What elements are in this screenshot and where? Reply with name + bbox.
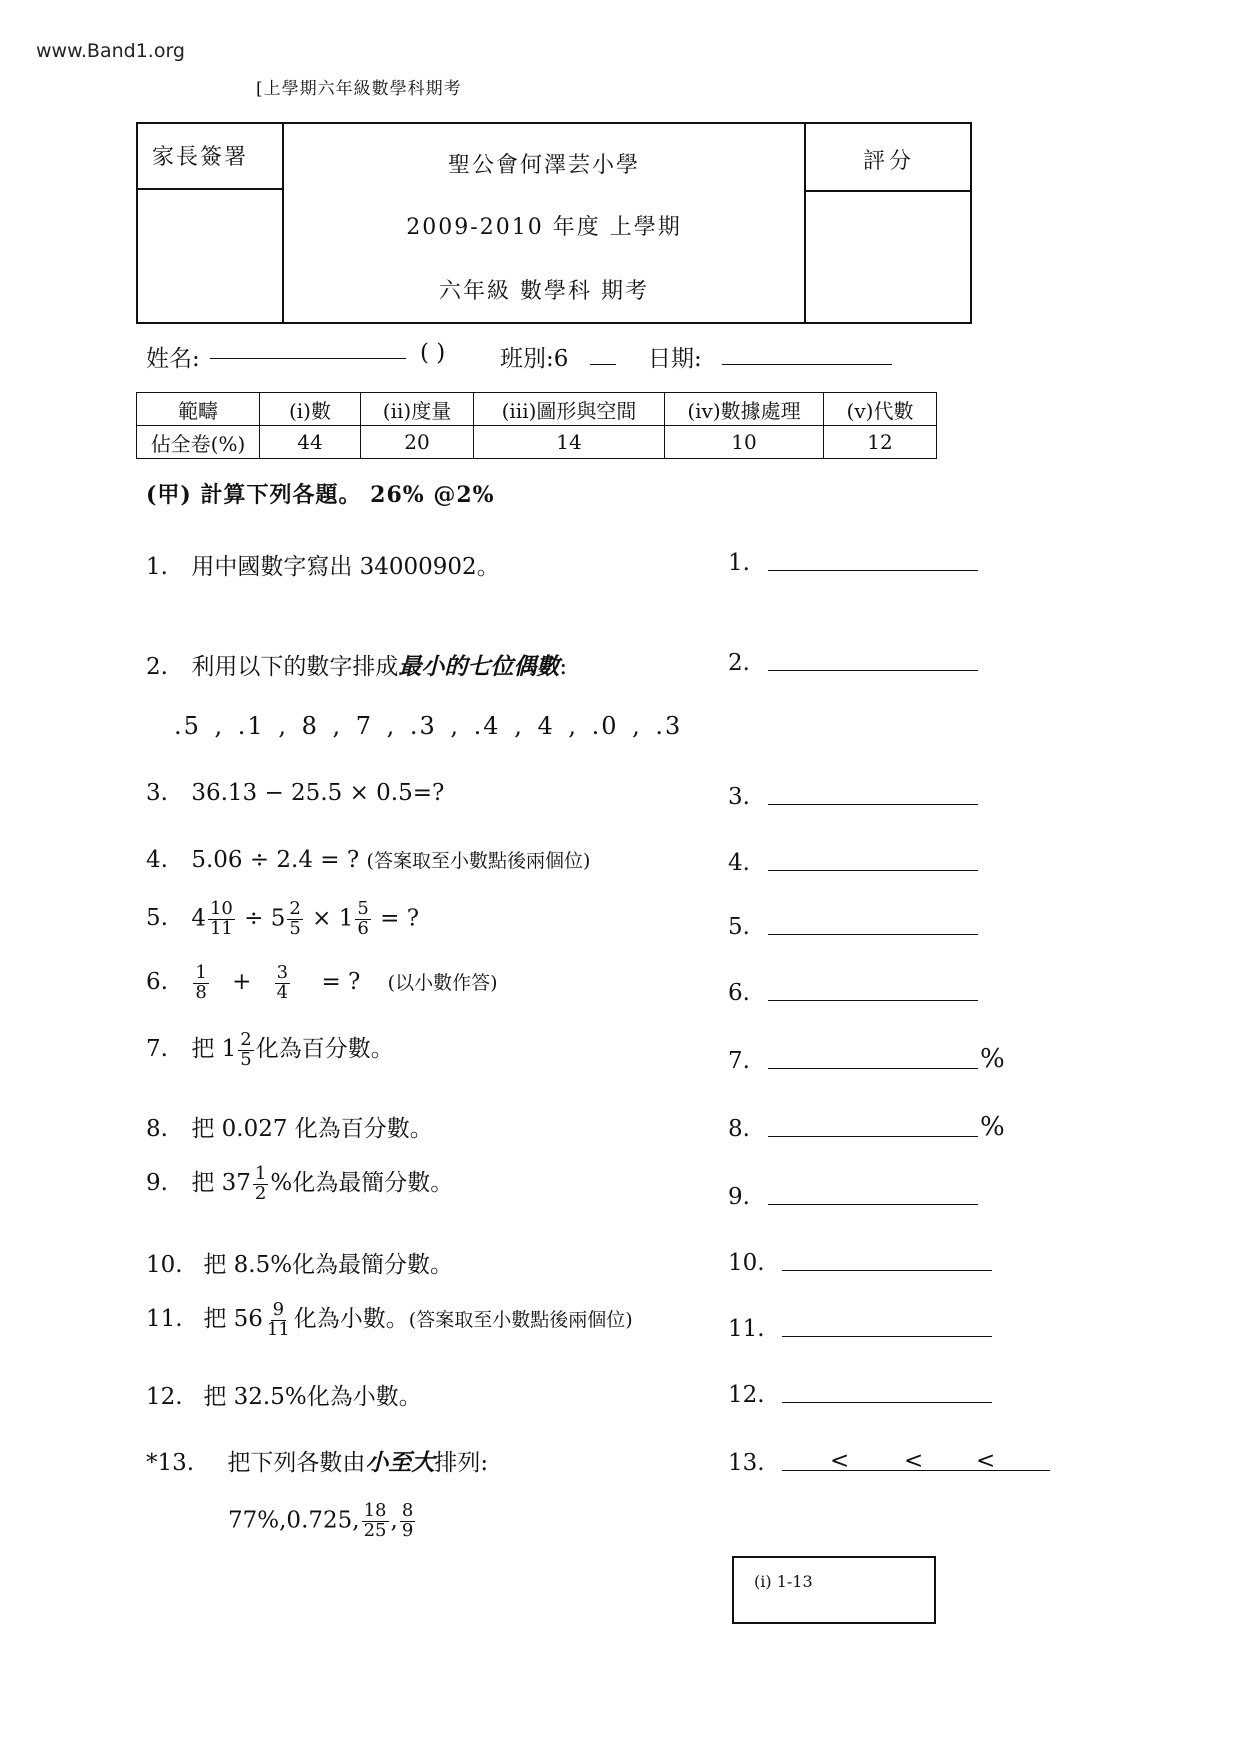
answer-4[interactable] — [728, 850, 750, 876]
percent-sign: % — [980, 1112, 1005, 1142]
divider — [138, 188, 282, 190]
divider — [806, 190, 972, 192]
question-13 — [146, 1444, 488, 1477]
marks-distribution-table — [136, 392, 937, 459]
table-header: (iv)數據處理 — [665, 393, 824, 426]
class-field[interactable] — [590, 364, 616, 365]
question-number: 10. — [146, 1252, 183, 1278]
question-8 — [146, 1110, 433, 1143]
question-note: (答案取至小數點後兩個位) — [408, 1309, 633, 1331]
digit-list: .5 , .1 , 8 , 7 , .3 , .4 , 4 , .0 , .3 — [174, 712, 683, 740]
section-heading: (甲) 計算下列各題。 26% @2% — [146, 482, 495, 508]
table-header: (ii)度量 — [361, 393, 474, 426]
answer-line[interactable] — [782, 1402, 992, 1403]
question-5 — [146, 900, 419, 939]
score-box-label: (i) 1-13 — [754, 1572, 813, 1591]
question-number: 12. — [146, 1384, 183, 1410]
fraction: $\frac{9}{11}$ — [266, 1298, 290, 1340]
order-list — [228, 1502, 417, 1541]
operator: ÷ 5 — [244, 905, 286, 932]
question-number: 2. — [146, 654, 168, 680]
question-number: 1. — [146, 554, 168, 580]
class-label: 班別:6 — [500, 346, 569, 372]
question-emphasis: 小至大 — [365, 1449, 435, 1476]
fraction: $\frac{18}{25}$ — [363, 1500, 387, 1541]
question-text: 把 32.5%化為小數。 — [203, 1384, 422, 1410]
question-9 — [146, 1164, 453, 1203]
answer-line[interactable] — [782, 1336, 992, 1337]
answer-line[interactable] — [768, 670, 978, 671]
less-than-sign: < — [830, 1448, 850, 1474]
operator: × 1 — [312, 905, 354, 932]
question-7 — [146, 1030, 394, 1069]
question-text: 把 56 — [203, 1306, 263, 1332]
answer-line[interactable] — [768, 804, 978, 805]
question-number: 7. — [146, 1036, 168, 1062]
answer-line[interactable] — [768, 1136, 978, 1137]
school-info-cell — [284, 124, 806, 322]
answer-5[interactable] — [728, 914, 750, 940]
question-number: 6. — [146, 969, 168, 996]
question-emphasis: 最小的七位偶數 — [398, 653, 560, 680]
parent-signature-cell — [138, 124, 284, 322]
table-cell: 10 — [665, 426, 824, 459]
answer-line[interactable] — [768, 934, 978, 935]
answer-number: 7. — [728, 1048, 750, 1074]
score-label: 評分 — [862, 149, 915, 174]
exam-header-box — [136, 122, 972, 324]
answer-number: 4. — [728, 850, 750, 876]
fraction: $\frac{2}{5}$ — [240, 1028, 252, 1070]
order-values: 77%,0.725, — [228, 1507, 360, 1534]
question-number: 3. — [146, 780, 168, 806]
question-note: (以小數作答) — [387, 972, 498, 995]
question-12 — [146, 1378, 422, 1411]
exam-subject: 六年級 數學科 期考 — [439, 279, 649, 304]
question-text: 36.13 − 25.5 × 0.5=? — [191, 780, 445, 806]
answer-10[interactable] — [728, 1250, 765, 1276]
question-text: 把 0.027 化為百分數。 — [191, 1116, 433, 1142]
answer-line[interactable] — [768, 1000, 978, 1001]
answer-7[interactable] — [728, 1044, 1005, 1074]
fraction: $\frac{3}{4}$ — [276, 962, 289, 1003]
question-number: 4. — [146, 847, 168, 873]
question-text: 排列: — [434, 1450, 489, 1476]
header-note: [上學期六年級數學科期考 — [256, 79, 462, 99]
answer-3[interactable] — [728, 784, 750, 810]
class-number-paren: ( ) — [420, 340, 446, 366]
date-label: 日期: — [648, 346, 702, 372]
answer-number: 12. — [728, 1382, 765, 1408]
question-text: 把下列各數由 — [227, 1450, 366, 1476]
answer-13[interactable] — [728, 1448, 996, 1476]
answer-8[interactable] — [728, 1112, 1005, 1142]
answer-11[interactable] — [728, 1316, 765, 1342]
answer-9[interactable] — [728, 1184, 750, 1210]
separator: , — [390, 1507, 398, 1534]
answer-number: 10. — [728, 1250, 765, 1276]
operator: + — [232, 969, 252, 996]
question-number: 11. — [146, 1306, 183, 1332]
table-row-label: 佔全卷(%) — [137, 426, 260, 459]
table-cell: 12 — [824, 426, 937, 459]
question-6 — [146, 964, 498, 1003]
question-note: (答案取至小數點後兩個位) — [366, 850, 591, 872]
answer-number: 11. — [728, 1316, 765, 1342]
question-text: 用中國數字寫出 34000902。 — [191, 554, 500, 580]
question-number: 9. — [146, 1170, 168, 1196]
answer-number: 5. — [728, 914, 750, 940]
name-field[interactable] — [210, 358, 406, 359]
table-header: 範疇 — [137, 393, 260, 426]
question-4 — [146, 846, 590, 873]
answer-number: 8. — [728, 1116, 750, 1142]
question-text: : — [559, 654, 568, 680]
answer-number: 3. — [728, 784, 750, 810]
fraction: $\frac{5}{6}$ — [357, 898, 369, 939]
question-text: %化為最簡分數。 — [270, 1170, 454, 1196]
less-than-sign: < — [976, 1448, 996, 1474]
answer-2[interactable] — [728, 650, 750, 676]
question-11 — [146, 1300, 633, 1339]
question-number: 8. — [146, 1116, 168, 1142]
fraction: $\frac{2}{5}$ — [289, 898, 301, 939]
table-cell: 20 — [361, 426, 474, 459]
fraction: $\frac{1}{2}$ — [254, 1162, 267, 1204]
question-10 — [146, 1246, 453, 1279]
answer-number: 9. — [728, 1184, 750, 1210]
fraction: $\frac{1}{8}$ — [195, 962, 207, 1003]
school-year: 2009-2010 年度 上學期 — [406, 215, 682, 240]
answer-number: 6. — [728, 980, 750, 1006]
answer-6[interactable] — [728, 980, 750, 1006]
question-2 — [146, 648, 567, 681]
whole-number: 4 — [191, 905, 206, 932]
question-text: 把 37 — [191, 1170, 251, 1196]
question-text: 把 1 — [191, 1036, 237, 1062]
question-tail: = ? — [321, 969, 361, 996]
question-number: 5. — [146, 905, 168, 932]
answer-number: 1. — [728, 550, 750, 576]
answer-line[interactable] — [768, 870, 978, 871]
score-cell — [806, 124, 972, 322]
answer-line[interactable] — [768, 1068, 978, 1069]
name-label: 姓名: — [146, 346, 200, 372]
answer-number: 2. — [728, 650, 750, 676]
percent-sign: % — [980, 1044, 1005, 1074]
school-name: 聖公會何澤芸小學 — [447, 153, 640, 178]
fraction: $\frac{10}{11}$ — [209, 898, 233, 939]
question-3 — [146, 780, 444, 806]
answer-line[interactable] — [768, 570, 978, 571]
score-box — [732, 1556, 936, 1624]
answer-line[interactable] — [768, 1204, 978, 1205]
date-field[interactable] — [722, 364, 892, 365]
table-cell: 44 — [260, 426, 361, 459]
question-1 — [146, 548, 500, 581]
question-text: 把 8.5%化為最簡分數。 — [203, 1252, 454, 1278]
question-text: 化為小數。 — [293, 1306, 409, 1332]
answer-line[interactable] — [782, 1270, 992, 1271]
site-url: www.Band1.org — [36, 40, 185, 62]
table-header: (iii)圖形與空間 — [474, 393, 665, 426]
question-tail: = ? — [380, 905, 420, 932]
table-header: (i)數 — [260, 393, 361, 426]
fraction: $\frac{8}{9}$ — [401, 1500, 414, 1541]
table-cell: 14 — [474, 426, 665, 459]
question-text: 5.06 ÷ 2.4 = ? — [191, 847, 360, 873]
less-than-sign: < — [904, 1448, 924, 1474]
question-number: *13. — [146, 1450, 195, 1476]
table-header: (v)代數 — [824, 393, 937, 426]
question-text: 利用以下的數字排成 — [191, 654, 399, 680]
parent-signature-label: 家長簽署 — [152, 145, 249, 170]
question-text: 化為百分數。 — [255, 1036, 394, 1062]
answer-1[interactable] — [728, 550, 750, 576]
answer-12[interactable] — [728, 1382, 765, 1408]
answer-number: 13. — [728, 1450, 765, 1476]
